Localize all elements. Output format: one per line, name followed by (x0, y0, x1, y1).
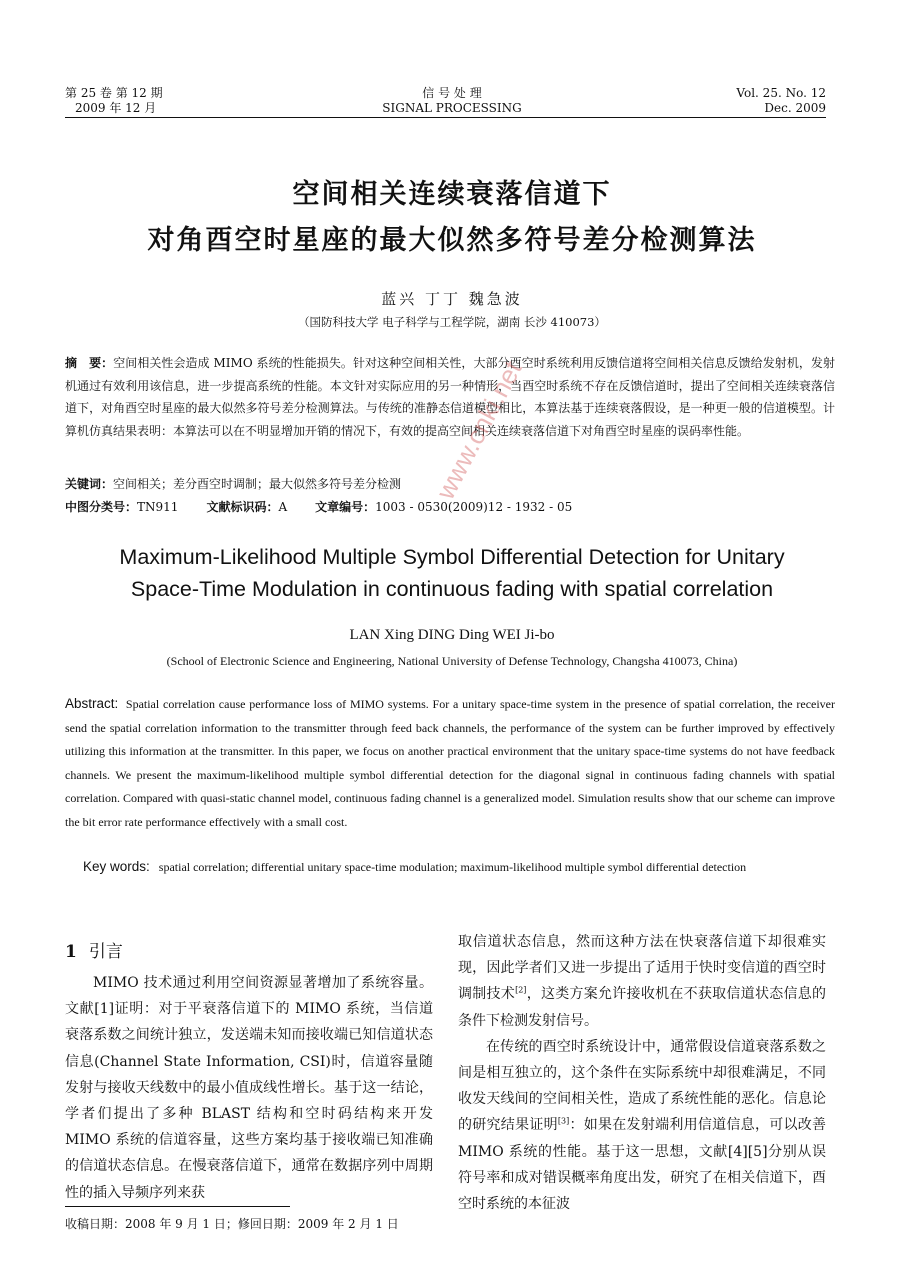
keywords-en-label: Key words: (83, 859, 150, 874)
footnote-dates: 收稿日期：2008 年 9 月 1 日；修回日期：2009 年 2 月 1 日 (65, 1217, 399, 1231)
article-number-value: 1003 - 0530(2009)12 - 1932 - 05 (375, 500, 573, 514)
keywords-cn-label: 关键词： (65, 477, 114, 491)
right-paragraph-1-text-b: ，这类方案允许接收机在不获取信道状态信息的条件下检测发射信号。 (458, 986, 827, 1029)
keywords-en-text: spatial correlation; differential unitary space-time modulation; maximum-likelihood multiple symbol differential detection (158, 860, 747, 874)
section-heading (65, 937, 123, 962)
authors-en: LAN Xing DING Ding WEI Ji-bo (349, 627, 555, 643)
title-cn-line1: 空间相关连续衰落信道下 (292, 179, 612, 210)
header-date-cn: 2009 年 12 月 (75, 101, 157, 115)
header-right (736, 86, 826, 116)
title-en-line2: Space-Time Modulation in continuous fading with spatial correlation (130, 577, 774, 601)
clc-label: 中图分类号： (65, 500, 138, 514)
abstract-en-label: Abstract: (65, 696, 119, 711)
right-paragraph-2 (458, 1034, 826, 1217)
section-number: 1 (65, 942, 77, 962)
header-left (65, 86, 163, 116)
doc-code-value: A (278, 500, 288, 514)
section-title: 引言 (88, 942, 123, 962)
title-en-line1: Maximum-Likelihood Multiple Symbol Differential Detection for Unitary (119, 545, 785, 569)
header-journal-cn: 信 号 处 理 (422, 86, 482, 100)
header-rule (65, 117, 826, 118)
abstract-en (65, 692, 835, 834)
header-journal-en: SIGNAL PROCESSING (382, 101, 522, 115)
right-paragraph-2-text-b: ：如果在发射端利用信道信息，可以改善 MIMO 系统的性能。基于这一思想，文献[4][5]分别从误符号率和成对错误概率角度出发，研究了在相关信道下，酉空时系统的本征波 (458, 1117, 827, 1213)
left-paragraph-1: MIMO 技术通过利用空间资源显著增加了系统容量。文献[1]证明：对于平衰落信道下的 MIMO 系统，当信道衰落系数之间统计独立，发送端未知而接收端已知信道状态信息(Channel State Information, CSI)时，信道容量随发射与接收天线数中的最小值成线性增长。基于这一结论，学者们提出了多种 BLAST 结构和空时码结构来开发 MIMO 系统的信道容量，这些方案均基于接收端已知准确的信道状态信息。在慢衰落信道下，通常在数据序列中周期性的插入导频序列来获 (65, 975, 433, 1201)
affiliation-cn: （国防科技大学 电子科学与工程学院，湖南 长沙 410073） (298, 315, 606, 329)
abstract-en-text: Spatial correlation cause performance loss of MIMO systems. For a unitary space-time system in the presence of spatial correlation, the receiver send the spatial correlation information to the transmitter through feed back channels, the performance of the system can be further improved by effectively utilizing this information at the transmitter. In this paper, we focus on another practical environment that the unitary space-time systems do not have feedback channels. We present the maximum-likelihood multiple symbol differential detection for the diagonal signal in continuous fading channels with spatial correlation. Compared with quasi-static channel model, continuous fading channel is a generalized model. Simulation results show that our scheme can improve the bit error rate performance effectively with a small cost. (65, 697, 836, 829)
header-volume-cn: 第 25 卷 第 12 期 (65, 86, 163, 100)
watermark: www.cnki.net (430, 356, 528, 505)
footnote-rule (65, 1206, 290, 1207)
title-cn-line2: 对角酉空时星座的最大似然多符号差分检测算法 (147, 225, 757, 256)
authors-cn: 蓝兴 丁丁 魏急波 (381, 290, 523, 308)
right-paragraph-2-text-a: 在传统的酉空时系统设计中，通常假设信道衰落系数之间是相互独立的，这个条件在实际系统中却很难满足，不同收发天线间的空间相关性，造成了系统性能的恶化。信息论的研究结果证明 (458, 1038, 826, 1134)
right-paragraph-1 (458, 929, 826, 1034)
header-center (352, 86, 552, 116)
keywords-cn-text: 空间相关；差分酉空时调制；最大似然多符号差分检测 (113, 477, 402, 491)
keywords-en (65, 855, 835, 879)
citation-2: [2] (515, 985, 527, 995)
citation-3: [3] (557, 1116, 570, 1126)
right-paragraph-1-text-a: 取信道状态信息，然而这种方法在快衰落信道下却很难实现，因此学者们又进一步提出了适用于快时变信道的酉空时调制技术 (458, 934, 826, 1003)
abstract-cn-label: 摘 要： (65, 356, 114, 370)
abstract-cn (65, 352, 835, 442)
article-number-label: 文章编号： (315, 500, 376, 514)
affiliation-en: (School of Electronic Science and Engineering, National University of Defense Technology, Changsha 410073, China) (166, 654, 738, 668)
header-volume-en: Vol. 25. No. 12 (736, 86, 826, 100)
abstract-cn-text: 空间相关性会造成 MIMO 系统的性能损失。针对这种空间相关性，大部分酉空时系统利用反馈信道将空间相关信息反馈给发射机，发射机通过有效利用该信息，进一步提高系统的性能。本文针对实际应用的另一种情形，当酉空时系统不存在反馈信道时，提出了空间相关连续衰落信道下，对角酉空时星座的最大似然多符号差分检测算法。与传统的准静态信道模型相比，本算法基于连续衰落假设，是一种更一般的信道模型。计算机仿真结果表明：本算法可以在不明显增加开销的情况下，有效的提高空间相关连续衰落信道下对角酉空时星座的误码率性能。 (65, 356, 835, 438)
doc-code-label: 文献标识码： (206, 500, 279, 514)
clc-value: TN911 (137, 500, 179, 514)
header-date-en: Dec. 2009 (764, 101, 826, 115)
body-right-column (458, 929, 826, 1217)
body-left-column (65, 970, 433, 1206)
